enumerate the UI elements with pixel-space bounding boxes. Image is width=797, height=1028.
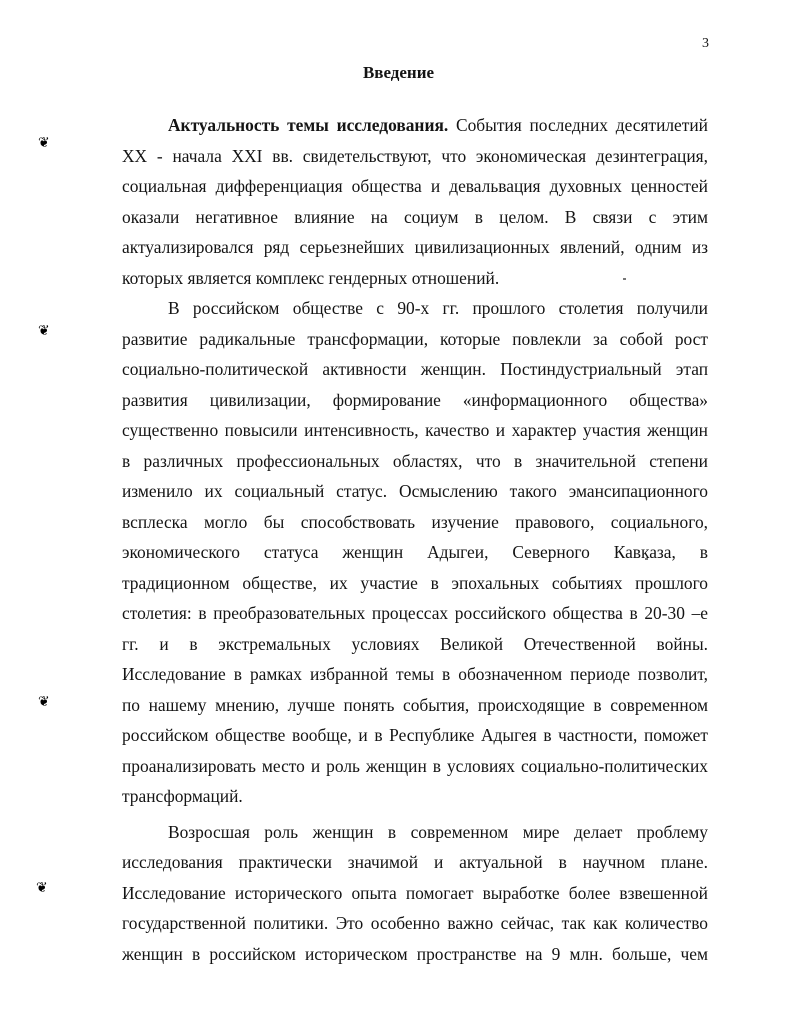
text-line: XX - начала XXI вв. свидетельствуют, что экономическая дезинтеграция, [122, 145, 708, 166]
margin-mark-4: ❦ [36, 881, 48, 896]
text-span: События последних десятилетий [448, 115, 708, 135]
paragraph-3 [122, 817, 708, 970]
page-title: Введение [362, 63, 435, 82]
text-line: развития цивилизации, формирование «информационного общества» [122, 389, 708, 410]
text-line: столетия: в преобразовательных процессах российского общества в 20-30 –е [122, 603, 708, 623]
text-line: российском обществе вообще, и в Республике Адыгея в частности, поможет [122, 725, 708, 745]
text-line: Исследование в рамках избранной темы в обозначенном периоде позволит, [122, 664, 708, 684]
paragraph-1 [122, 110, 708, 293]
text-line: Возросшая роль женщин в современном мире делает проблему [168, 821, 708, 842]
text-line: трансформаций. [122, 786, 243, 806]
text-line: в различных профессиональных областях, что в значительной степени [122, 450, 708, 471]
text-line: В российском обществе с 90-х гг. прошлого столетия получили [168, 298, 708, 318]
text-line: государственной политики. Это особенно важно сейчас, так как количество [122, 913, 708, 933]
margin-mark-2: ❦ [38, 324, 50, 339]
text-line: Исследование исторического опыта помогает выработке более взвешенной [122, 882, 708, 903]
paragraph-2 [122, 293, 708, 812]
body-text [122, 110, 708, 969]
text-line: проанализировать место и роль женщин в условиях социально-политических [122, 755, 708, 776]
text-line: актуализировался ряд серьезнейших цивилизационных явлений, одним из [122, 237, 708, 257]
text-line: экономического статуса женщин Адыгеи, Северного Кавказа, в [122, 542, 708, 562]
text-line: которых является комплекс гендерных отношений. [122, 267, 500, 288]
page-number: 3 [702, 36, 709, 51]
text-line: социальная дифференциация общества и девальвация духовных ценностей [122, 176, 708, 196]
text-line: гг. и в экстремальных условиях Великой Отечественной войны. [122, 633, 708, 654]
text-line: существенно повысили интенсивность, качество и характер участия женщин [122, 420, 708, 440]
text-line: исследования практически значимой и актуальной в научном плане. [122, 852, 708, 872]
text-line: по нашему мнению, лучше понять события, происходящие в современном [122, 694, 708, 715]
text-line: всплеска могло бы способствовать изучение правового, социального, [122, 511, 708, 532]
text-line: традиционном обществе, их участие в эпохальных событиях прошлого [122, 572, 708, 593]
text-line [122, 110, 708, 141]
text-line: социально-политической активности женщин. Постиндустриальный этап [122, 359, 708, 379]
text-line: оказали негативное влияние на социум в целом. В связи с этим [122, 206, 708, 227]
text-line: женщин в российском историческом пространстве на 9 млн. больше, чем [122, 943, 708, 964]
text-line: развитие радикальные трансформации, которые повлекли за собой рост [122, 328, 708, 349]
text-line: изменило их социальный статус. Осмыслению такого эмансипационного [122, 481, 708, 501]
margin-mark-3: ❦ [38, 695, 50, 710]
margin-mark-1: ❦ [38, 136, 50, 151]
lead-heading: Актуальность темы исследования. [168, 115, 449, 135]
